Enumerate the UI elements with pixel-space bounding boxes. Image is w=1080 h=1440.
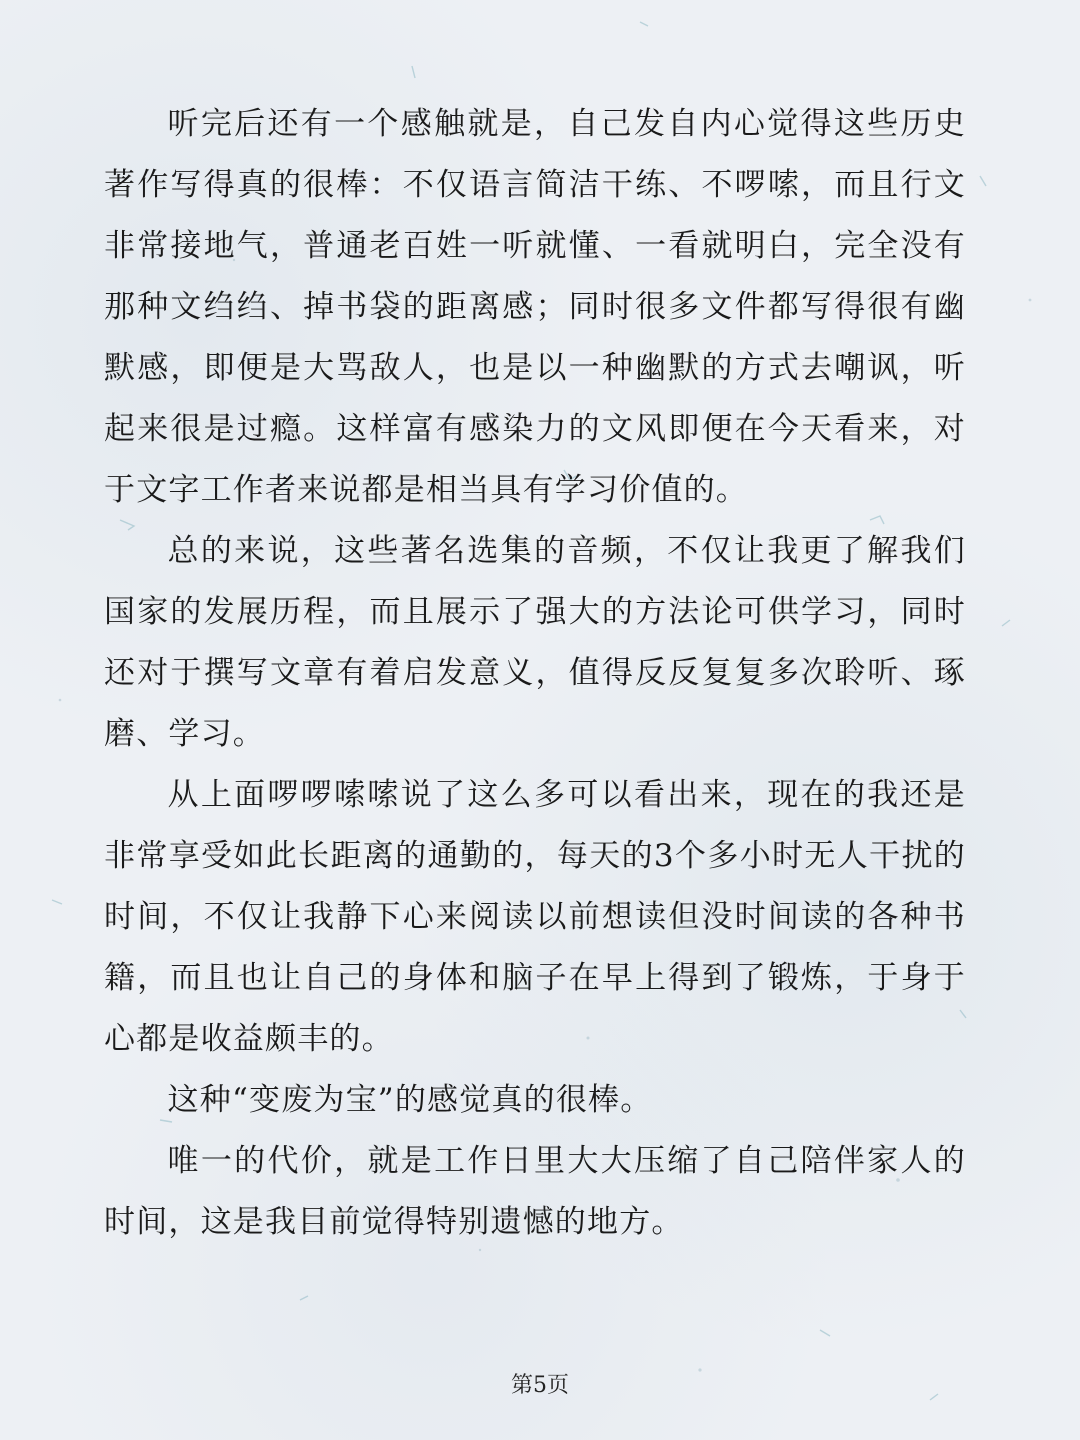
paragraph: 这种“变废为宝”的感觉真的很棒。 bbox=[167, 1082, 653, 1118]
paragraph: 唯一的代价，就是工作日里大大压缩了自己陪伴家人的时间，这是我目前觉得特别遗憾的地方。 bbox=[104, 1143, 966, 1240]
paragraph: 总的来说，这些著名选集的音频，不仅让我更了解我们国家的发展历程，而且展示了强大的方法论可供学习，同时还对于撰写文章有着启发意义，值得反反复复多次聆听、琢磨、学习。 bbox=[104, 533, 966, 752]
document-body bbox=[104, 94, 966, 1253]
page-number: 第5页 bbox=[511, 1373, 569, 1398]
paragraph: 从上面啰啰嗦嗦说了这么多可以看出来，现在的我还是非常享受如此长距离的通勤的，每天的3个多小时无人干扰的时间，不仅让我静下心来阅读以前想读但没时间读的各种书籍，而且也让自己的身体和脑子在早上得到了锻炼，于身于心都是收益颇丰的。 bbox=[104, 777, 966, 1057]
paragraph: 听完后还有一个感触就是，自己发自内心觉得这些历史著作写得真的很棒：不仅语言简洁干练、不啰嗦，而且行文非常接地气，普通老百姓一听就懂、一看就明白，完全没有那种文绉绉、掉书袋的距离感；同时很多文件都写得很有幽默感，即便是大骂敌人，也是以一种幽默的方式去嘲讽，听起来很是过瘾。这样富有感染力的文风即便在今天看来，对于文字工作者来说都是相当具有学习价值的。 bbox=[104, 106, 966, 508]
